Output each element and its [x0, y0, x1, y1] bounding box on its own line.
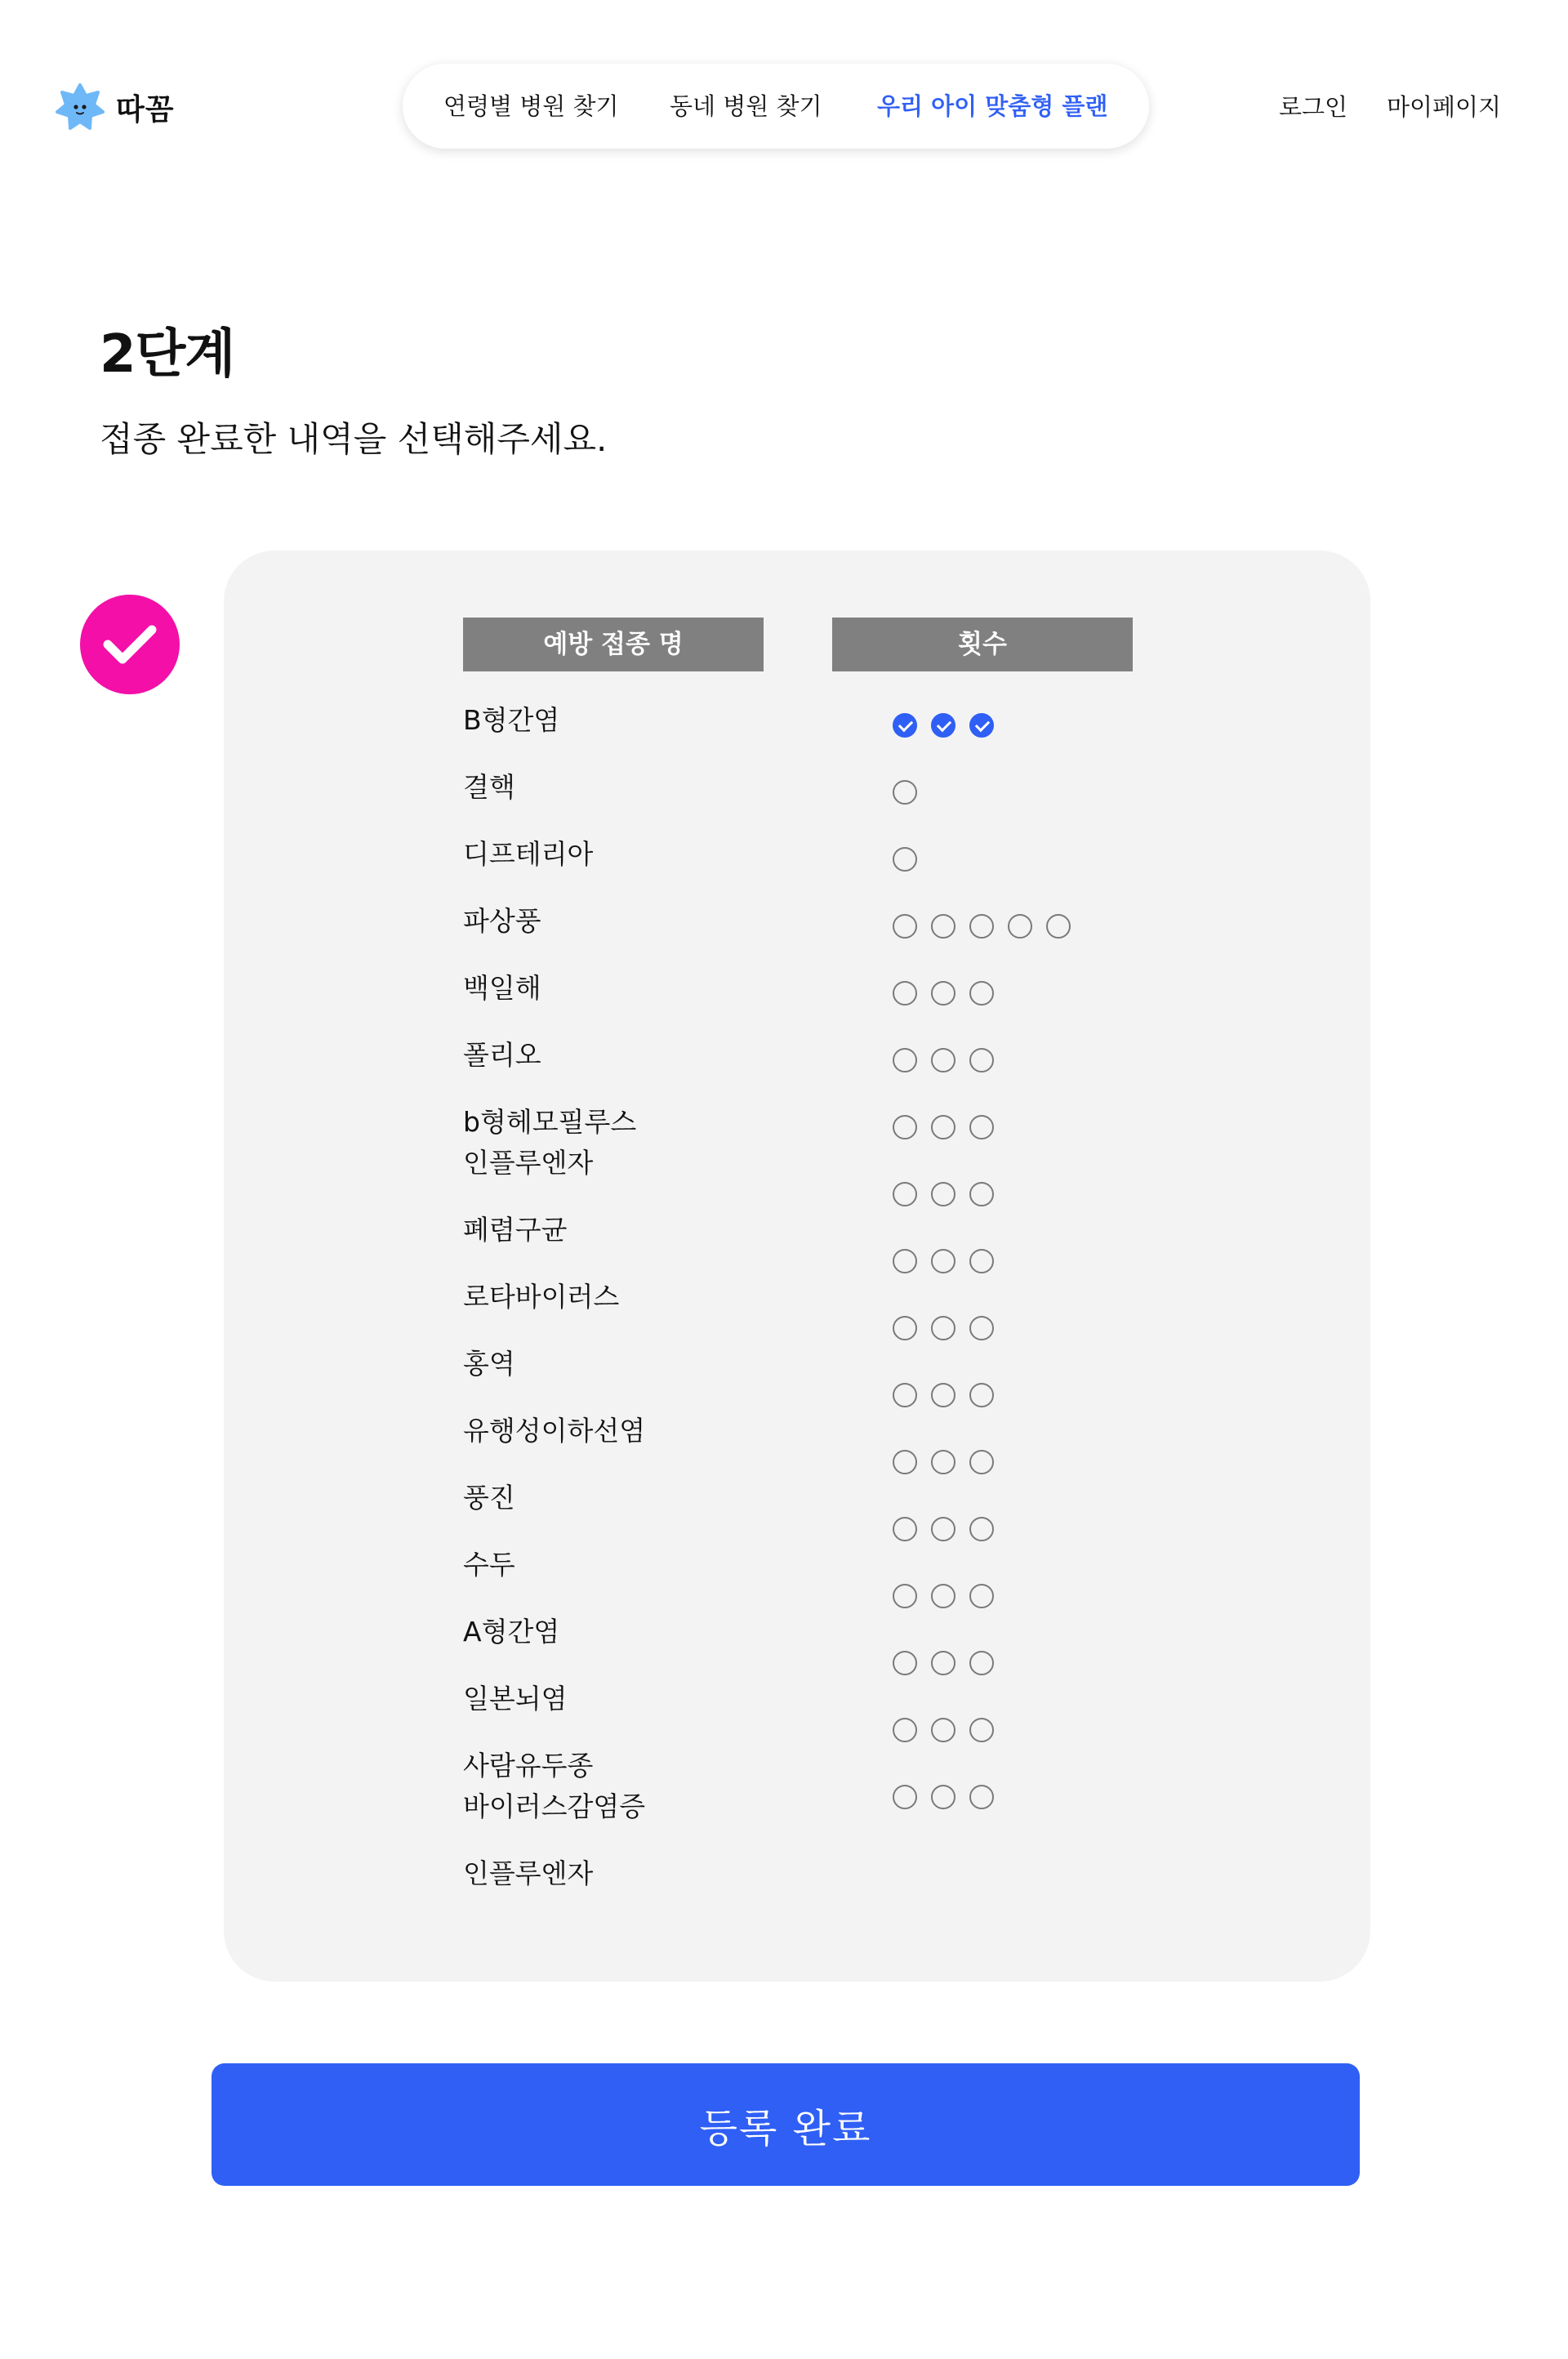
dose-checkbox[interactable]: [1046, 914, 1071, 939]
dose-row: [893, 1048, 994, 1072]
dose-row: [893, 1182, 994, 1206]
dose-checkbox[interactable]: [893, 1249, 917, 1273]
dose-checkbox[interactable]: [969, 1718, 994, 1742]
dose-checkbox[interactable]: [893, 1450, 917, 1474]
dose-checkbox[interactable]: [893, 914, 917, 939]
main-nav: [403, 64, 1149, 149]
page-title: 2단계: [100, 324, 235, 385]
vaccine-name: 백일해: [463, 972, 541, 1004]
vaccine-name: 풍진: [463, 1482, 515, 1514]
vaccine-name: A형간염: [463, 1616, 560, 1648]
dose-checkbox[interactable]: [931, 1182, 956, 1206]
vaccine-name: 폴리오: [463, 1039, 541, 1071]
mypage-link[interactable]: 마이페이지: [1387, 93, 1502, 121]
vaccine-name: 홍역: [463, 1348, 515, 1380]
dose-checkbox[interactable]: [931, 1316, 956, 1340]
dose-checkbox[interactable]: [1008, 914, 1032, 939]
dose-checkbox-checked[interactable]: [969, 713, 994, 738]
star-mascot-icon: [56, 82, 105, 132]
dose-row: [893, 1316, 994, 1340]
login-link[interactable]: 로그인: [1279, 93, 1348, 121]
dose-checkbox[interactable]: [969, 1651, 994, 1675]
dose-checkbox[interactable]: [893, 1048, 917, 1072]
vaccine-name: 일본뇌염: [463, 1683, 568, 1715]
dose-row: [893, 1517, 994, 1541]
step-description: 접종 완료한 내역을 선택해주세요.: [100, 419, 608, 459]
vaccine-name: 바이러스감염증: [463, 1790, 646, 1822]
dose-checkbox[interactable]: [893, 1785, 917, 1809]
dose-checkbox[interactable]: [931, 1517, 956, 1541]
dose-checkbox[interactable]: [969, 1383, 994, 1407]
brand-name: 따꼼: [116, 92, 175, 127]
vaccine-name: 인플루엔자: [463, 1147, 594, 1179]
dose-checkbox[interactable]: [893, 1584, 917, 1608]
dose-checkbox[interactable]: [893, 1718, 917, 1742]
nav-item-local-hospital[interactable]: 동네 병원 찾기: [670, 92, 822, 120]
submit-button[interactable]: 등록 완료: [212, 2063, 1360, 2186]
dose-checkbox[interactable]: [931, 1115, 956, 1139]
vaccine-name: 파상풍: [463, 905, 541, 937]
dose-checkbox[interactable]: [969, 914, 994, 939]
dose-checkbox[interactable]: [893, 1651, 917, 1675]
dose-checkbox[interactable]: [969, 1249, 994, 1273]
dose-checkbox[interactable]: [969, 1048, 994, 1072]
dose-checkbox[interactable]: [969, 1316, 994, 1340]
dose-checkbox[interactable]: [931, 1651, 956, 1675]
dose-checkbox-checked[interactable]: [931, 713, 956, 738]
dose-checkbox[interactable]: [893, 1316, 917, 1340]
vaccine-name: 수두: [463, 1549, 515, 1581]
dose-row: [893, 1584, 994, 1608]
dose-checkbox[interactable]: [931, 1383, 956, 1407]
dose-row: [893, 1718, 994, 1742]
dose-row: [893, 1651, 994, 1675]
vaccine-name: 사람유두종: [463, 1750, 594, 1782]
vaccine-name: 결핵: [463, 771, 515, 803]
dose-row: [893, 914, 1071, 939]
dose-checkbox[interactable]: [893, 847, 917, 872]
vaccine-card: [224, 551, 1370, 1982]
brand-logo[interactable]: [56, 80, 175, 134]
dose-checkbox[interactable]: [969, 1450, 994, 1474]
dose-checkbox[interactable]: [931, 914, 956, 939]
column-header-vaccine-name: 예방 접종 명: [463, 618, 764, 671]
dose-row: [893, 847, 917, 872]
vaccine-name: b형헤모필루스: [463, 1106, 637, 1138]
dose-row: [893, 1450, 994, 1474]
dose-checkbox[interactable]: [893, 1383, 917, 1407]
dose-checkbox[interactable]: [931, 1584, 956, 1608]
dose-checkbox[interactable]: [931, 1785, 956, 1809]
dose-row: [893, 780, 917, 805]
vaccine-name: 인플루엔자: [463, 1857, 594, 1889]
step-check-badge: [80, 595, 180, 694]
dose-row: [893, 1383, 994, 1407]
dose-checkbox[interactable]: [893, 981, 917, 1006]
vaccine-name: B형간염: [463, 704, 560, 736]
dose-checkbox[interactable]: [931, 981, 956, 1006]
dose-checkbox[interactable]: [931, 1450, 956, 1474]
dose-checkbox[interactable]: [931, 1718, 956, 1742]
nav-item-age-hospital[interactable]: 연령별 병원 찾기: [443, 92, 619, 120]
dose-checkbox[interactable]: [969, 1115, 994, 1139]
dose-row: [893, 1249, 994, 1273]
dose-checkbox-checked[interactable]: [893, 713, 917, 738]
dose-checkbox[interactable]: [893, 1517, 917, 1541]
vaccine-name: 로타바이러스: [463, 1281, 620, 1313]
dose-checkbox[interactable]: [893, 1115, 917, 1139]
vaccine-name: 폐렴구균: [463, 1214, 568, 1246]
vaccine-name: 유행성이하선염: [463, 1415, 646, 1447]
dose-checkbox[interactable]: [969, 1182, 994, 1206]
dose-checkbox[interactable]: [969, 1584, 994, 1608]
dose-row: [893, 981, 994, 1006]
dose-checkbox[interactable]: [931, 1048, 956, 1072]
dose-row: [893, 1785, 994, 1809]
dose-row: [893, 713, 994, 738]
check-icon: [101, 622, 158, 667]
dose-checkbox[interactable]: [969, 1785, 994, 1809]
dose-checkbox[interactable]: [893, 1182, 917, 1206]
dose-row: [893, 1115, 994, 1139]
dose-checkbox[interactable]: [969, 981, 994, 1006]
vaccine-name: 디프테리아: [463, 838, 594, 870]
nav-item-custom-plan[interactable]: 우리 아이 맞춤형 플랜: [877, 92, 1108, 120]
dose-checkbox[interactable]: [893, 780, 917, 805]
dose-checkbox[interactable]: [969, 1517, 994, 1541]
column-header-count: 횟수: [832, 618, 1133, 671]
dose-checkbox[interactable]: [931, 1249, 956, 1273]
